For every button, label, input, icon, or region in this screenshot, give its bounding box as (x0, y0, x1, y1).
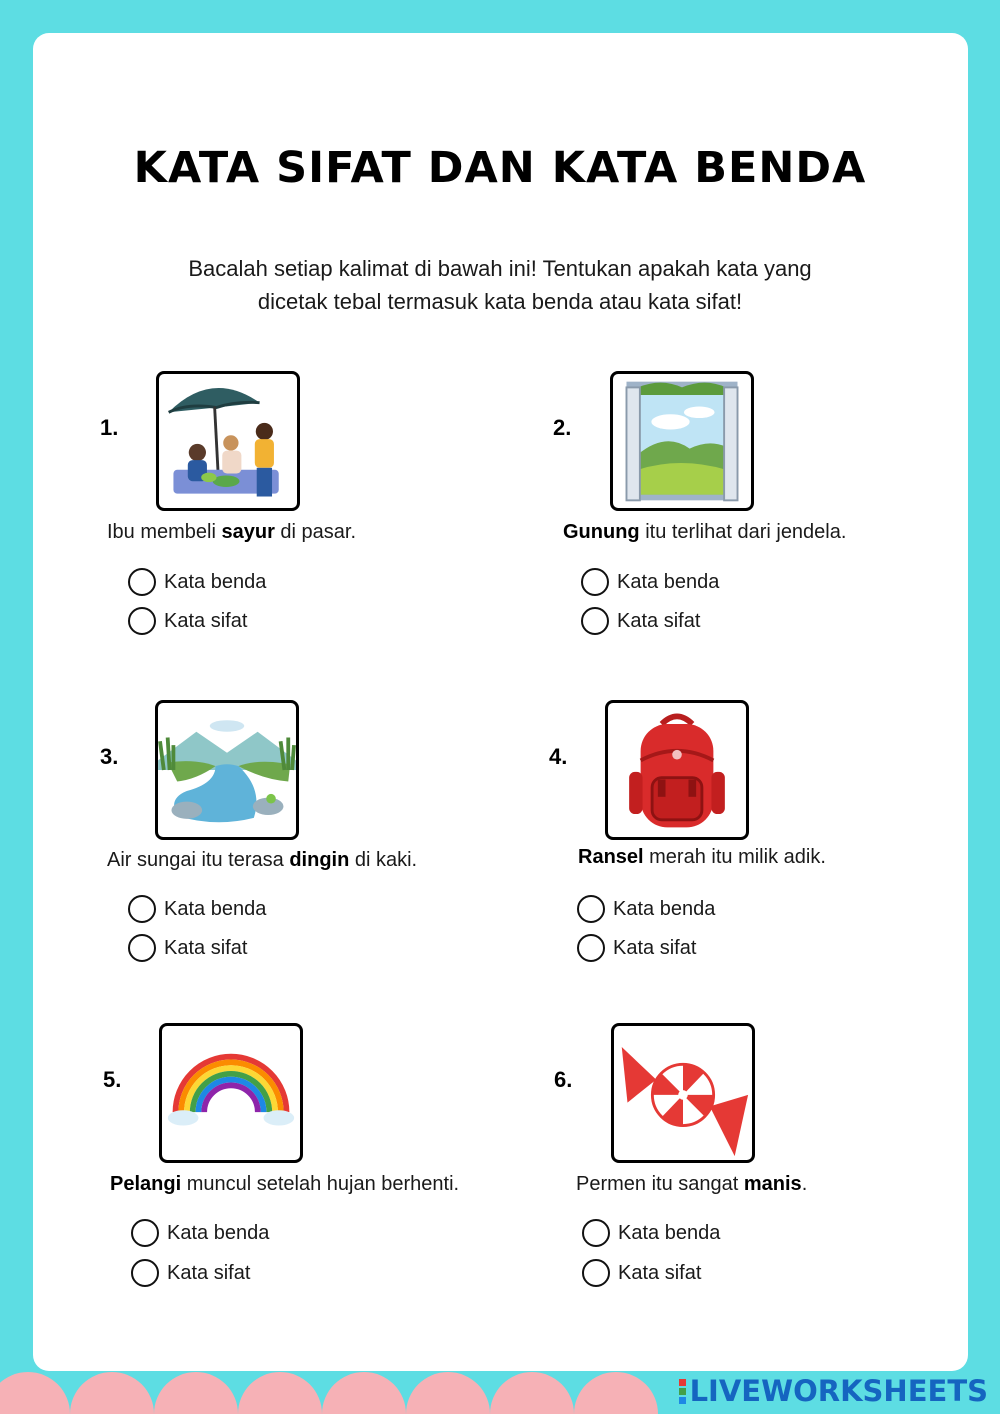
question-sentence: Air sungai itu terasa dingin di kaki. (107, 849, 418, 871)
question-number: 6. (554, 1067, 573, 1092)
radio-button[interactable] (577, 895, 605, 923)
peppermint-candy-icon (611, 1023, 755, 1163)
radio-button[interactable] (128, 934, 156, 962)
radio-button[interactable] (582, 1259, 610, 1287)
scallop (0, 1372, 70, 1414)
question-number: 2. (553, 415, 572, 440)
instruction-text: Bacalah setiap kalimat di bawah ini! Tentukan apakah kata yang dicetak tebal termasuk kata benda atau kata sifat! (188, 256, 812, 314)
question-number: 1. (100, 415, 119, 440)
radio-button[interactable] (128, 607, 156, 635)
window-mountain-view-icon (610, 371, 754, 511)
page-title: KATA SIFAT DAN KATA BENDA (133, 143, 867, 193)
question-sentence: Ransel merah itu milik adik. (578, 846, 826, 868)
option-kata-sifat[interactable]: Kata sifat (128, 607, 247, 635)
question-number: 3. (100, 744, 119, 769)
option-kata-benda[interactable]: Kata benda (131, 1219, 269, 1247)
river-landscape-icon (155, 700, 299, 840)
scallop (406, 1372, 490, 1414)
red-backpack-icon (605, 700, 749, 840)
market-vendors-icon (156, 371, 300, 511)
question-sentence: Gunung itu terlihat dari jendela. (563, 521, 847, 543)
question-sentence: Pelangi muncul setelah hujan berhenti. (110, 1173, 460, 1195)
radio-button[interactable] (131, 1219, 159, 1247)
option-kata-benda[interactable]: Kata benda (577, 895, 715, 923)
rainbow-icon (159, 1023, 303, 1163)
scallop (322, 1372, 406, 1414)
liveworksheets-logo: LIVEWORKSHEETS (679, 1374, 988, 1408)
radio-button[interactable] (581, 607, 609, 635)
radio-button[interactable] (582, 1219, 610, 1247)
radio-button[interactable] (577, 934, 605, 962)
option-kata-sifat[interactable]: Kata sifat (128, 934, 247, 962)
option-kata-sifat[interactable]: Kata sifat (582, 1259, 701, 1287)
radio-button[interactable] (128, 568, 156, 596)
radio-button[interactable] (581, 568, 609, 596)
option-kata-benda[interactable]: Kata benda (581, 568, 719, 596)
question-sentence: Ibu membeli sayur di pasar. (107, 521, 357, 543)
question-number: 5. (103, 1067, 122, 1092)
question-sentence: Permen itu sangat manis. (576, 1173, 808, 1195)
question-number: 4. (549, 744, 568, 769)
option-kata-benda[interactable]: Kata benda (582, 1219, 720, 1247)
scallop (238, 1372, 322, 1414)
option-kata-sifat[interactable]: Kata sifat (581, 607, 700, 635)
option-kata-benda[interactable]: Kata benda (128, 895, 266, 923)
logo-icon (679, 1378, 686, 1405)
scallop (154, 1372, 238, 1414)
scallop (574, 1372, 658, 1414)
option-kata-sifat[interactable]: Kata sifat (131, 1259, 250, 1287)
scallop (490, 1372, 574, 1414)
option-kata-sifat[interactable]: Kata sifat (577, 934, 696, 962)
radio-button[interactable] (131, 1259, 159, 1287)
scallop (70, 1372, 154, 1414)
option-kata-benda[interactable]: Kata benda (128, 568, 266, 596)
radio-button[interactable] (128, 895, 156, 923)
